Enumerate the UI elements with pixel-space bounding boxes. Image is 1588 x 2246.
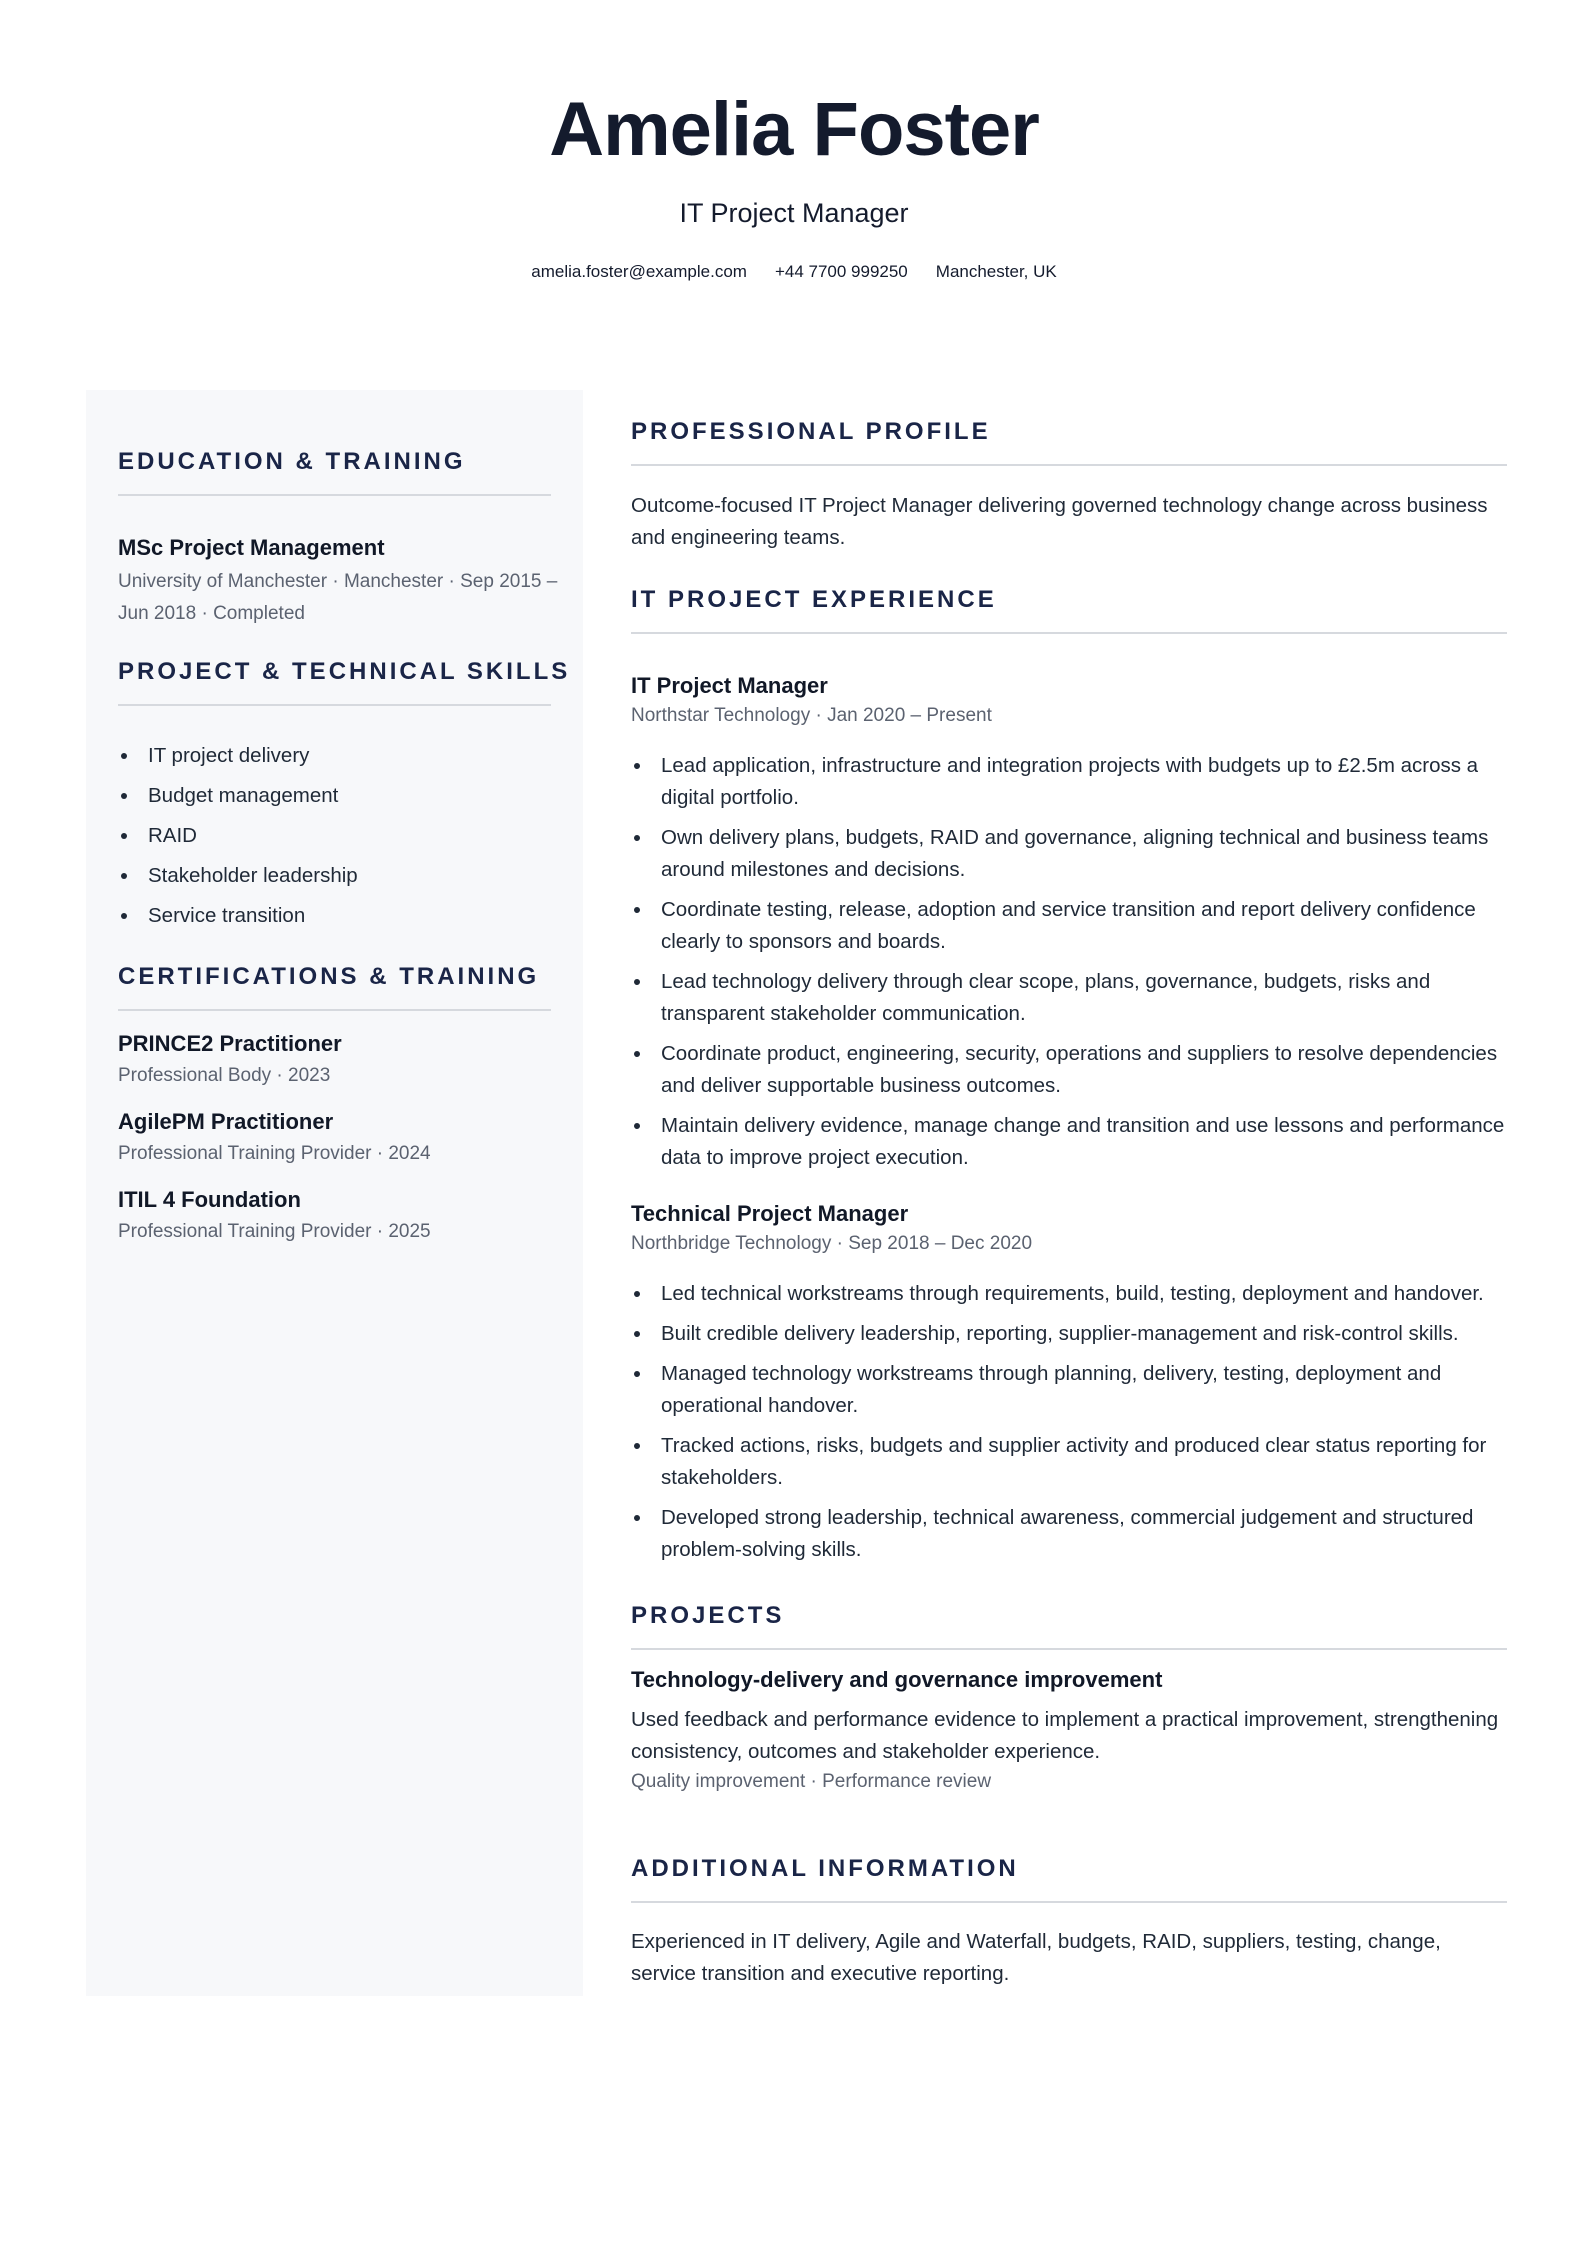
contact-location: Manchester, UK [935,262,1057,281]
additional-text: Experienced in IT delivery, Agile and Waterfall, budgets, RAID, suppliers, testing, change, service transition and executive reporting. [631,1930,1441,1985]
certification-title: PRINCE2 Practitioner [118,1031,342,1056]
list-item: Coordinate product, engineering, security, operations and suppliers to resolve dependencies and deliver supportable business outcomes. [631,1038,1511,1102]
list-item: RAID [118,820,551,852]
job-meta: Northstar Technology · Jan 2020 – Present [631,705,992,726]
contact-phone[interactable]: +44 7700 999250 [774,262,908,281]
list-item: Own delivery plans, budgets, RAID and governance, aligning technical and business teams around milestones and decisions. [631,822,1511,886]
candidate-title: IT Project Manager [679,198,909,228]
certification-title: AgilePM Practitioner [118,1109,334,1134]
list-item: Service transition [118,900,551,932]
certification-meta: Professional Training Provider · 2025 [118,1221,431,1242]
additional-heading: ADDITIONAL INFORMATION [631,1855,1019,1882]
candidate-name: Amelia Foster [549,87,1039,172]
list-item: Lead technology delivery through clear scope, plans, governance, budgets, risks and transparent stakeholder communication. [631,966,1511,1030]
skills-heading: PROJECT & TECHNICAL SKILLS [118,658,571,685]
list-item: Built credible delivery leadership, reporting, supplier-management and risk-control skills. [631,1318,1511,1350]
job-bullets [631,750,1511,1182]
certification-meta: Professional Training Provider · 2024 [118,1143,431,1164]
education-heading: EDUCATION & TRAINING [118,448,466,475]
list-item: Developed strong leadership, technical awareness, commercial judgement and structured problem-solving skills. [631,1502,1511,1566]
list-item: Maintain delivery evidence, manage change and transition and use lessons and performance data to improve project execution. [631,1110,1511,1174]
project-title: Technology-delivery and governance improvement [631,1667,1163,1692]
section-divider [631,1901,1507,1903]
degree-meta: University of Manchester · Manchester · Sep 2015 – Jun 2018 · Completed [118,571,558,624]
section-divider [118,494,551,496]
job-title: IT Project Manager [631,673,828,698]
job-bullets [631,1278,1511,1574]
section-divider [118,1009,551,1011]
list-item: IT project delivery [118,740,551,772]
list-item: Budget management [118,780,551,812]
list-item: Managed technology workstreams through planning, delivery, testing, deployment and operational handover. [631,1358,1511,1422]
project-tags: Quality improvement · Performance review [631,1771,992,1792]
certification-meta: Professional Body · 2023 [118,1065,331,1086]
profile-text: Outcome-focused IT Project Manager delivering governed technology change across business and engineering teams. [631,494,1488,549]
certification-title: ITIL 4 Foundation [118,1187,301,1212]
experience-heading: IT PROJECT EXPERIENCE [631,586,997,613]
contact-line [0,262,1588,282]
job-title: Technical Project Manager [631,1201,909,1226]
projects-heading: PROJECTS [631,1602,785,1629]
job-meta: Northbridge Technology · Sep 2018 – Dec 2020 [631,1233,1033,1254]
list-item: Stakeholder leadership [118,860,551,892]
profile-heading: PROFESSIONAL PROFILE [631,418,991,445]
contact-email[interactable]: amelia.foster@example.com [531,262,747,281]
list-item: Led technical workstreams through requirements, build, testing, deployment and handover. [631,1278,1511,1310]
section-divider [631,632,1507,634]
sidebar [86,390,583,1996]
list-item: Tracked actions, risks, budgets and supplier activity and produced clear status reporting for stakeholders. [631,1430,1511,1494]
section-divider [631,1648,1507,1650]
degree-title: MSc Project Management [118,535,385,560]
skills-list [118,740,551,940]
section-divider [631,464,1507,466]
certifications-heading: CERTIFICATIONS & TRAINING [118,963,540,990]
project-text: Used feedback and performance evidence to implement a practical improvement, strengthening consistency, outcomes and stakeholder experience. [631,1708,1499,1763]
section-divider [118,704,551,706]
list-item: Coordinate testing, release, adoption and service transition and report delivery confidence clearly to sponsors and boards. [631,894,1511,958]
list-item: Lead application, infrastructure and integration projects with budgets up to £2.5m across a digital portfolio. [631,750,1511,814]
